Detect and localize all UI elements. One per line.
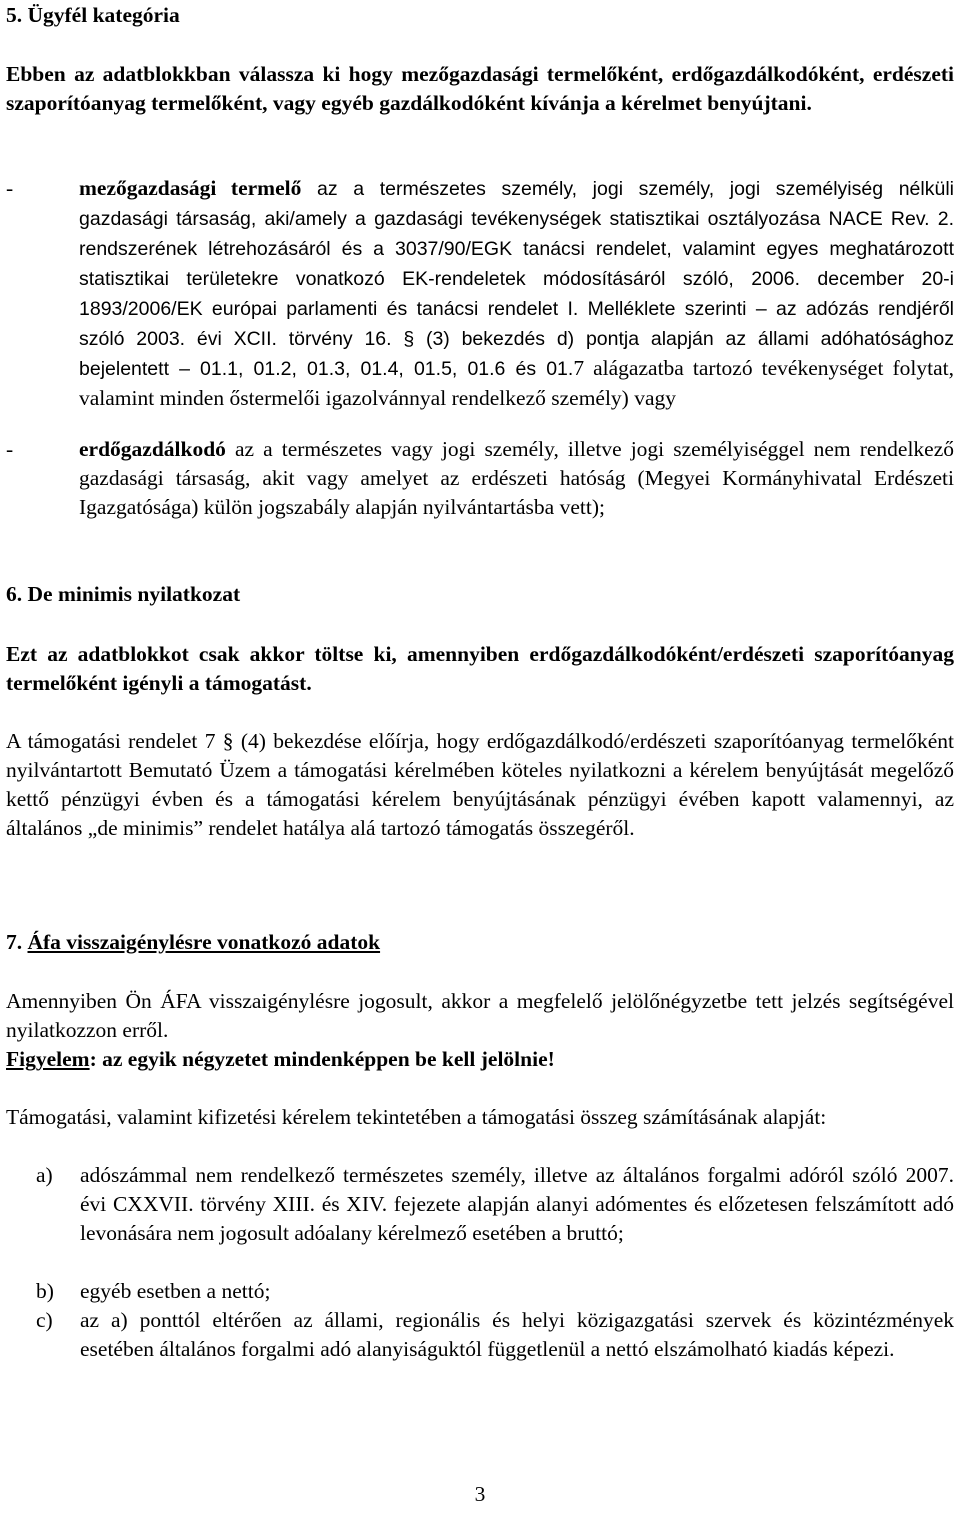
section-6-heading: 6. De minimis nyilatkozat	[6, 582, 241, 606]
list-text: egyéb esetben a nettó;	[80, 1279, 271, 1303]
section-6-body: A támogatási rendelet 7 § (4) bekezdése előírja, hogy erdőgazdálkodó/erdészeti szaporítóanyag termelőként nyilvántartott Bemutató Üzem a támogatási kérelmében köteles nyilatkozni a kérelem benyújtását megelőző kettő pénzügyi évben és a támogatási kérelem benyújtásának pénzügyi évében kapott valamennyi, az általános „de minimis” rendelet hatálya alá tartozó támogatás összegéről.	[6, 729, 954, 840]
section-6-instruction: Ezt az adatblokkot csak akkor töltse ki, amennyiben erdőgazdálkodóként/erdészeti szaporítóanyag termelőként igényli a támogatást.	[6, 642, 954, 695]
term-forester: erdőgazdálkodó	[79, 437, 226, 461]
warning-text: : az egyik négyzetet mindenképpen be kell jelölnie!	[89, 1047, 555, 1071]
definition-item-forester	[6, 435, 954, 522]
definition-farmer-tail: 7 alágazatba tartozó tevékenységet folytat, valamint minden őstermelői igazolvánnyal rendelkező személy) vagy	[79, 356, 954, 410]
section-5-intro: Ebben az adatblokkban válassza ki hogy mezőgazdasági termelőként, erdőgazdálkodóként, erdészeti szaporítóanyag termelőként, vagy egyéb gazdálkodóként kívánja a kérelmet benyújtani.	[6, 62, 954, 115]
list-label: c)	[36, 1308, 53, 1332]
page-number: 3	[474, 1482, 486, 1506]
term-farmer: mezőgazdasági termelő	[79, 176, 302, 200]
list-label: b)	[36, 1279, 54, 1303]
list-item-b	[36, 1277, 954, 1306]
section-7-title: Áfa visszaigénylésre vonatkozó adatok	[27, 930, 381, 954]
definition-farmer-text: az a természetes személy, jogi személy, jogi személyiség nélküli gazdasági társaság, aki/amely a gazdasági tevékenységek statisztikai osztályozása NACE Rev. 2. rendszerének létrehozásáról és a 3037/90/EGK tanácsi rendelet, valamint egyes meghatározott statisztikai területekre vonatkozó EK-rendeletek módosításáról szóló, 2006. december 20-i 1893/2006/EK európai parlamenti és tanácsi rendelet I. Melléklete szerinti – az adózás rendjéről szóló 2003. évi XCII. törvény 16. § (3) bekezdés d) pontja alapján az állami adóhatósághoz bejelentett – 01.1, 01.2, 01.3, 01.4, 01.5, 01.6 és 01.	[79, 178, 954, 380]
warning-line	[6, 1045, 954, 1074]
list-item-a	[36, 1161, 954, 1248]
section-7-intro: Amennyiben Ön ÁFA visszaigénylésre jogosult, akkor a megfelelő jelölőnégyzetbe tett jelzés segítségével nyilatkozzon erről.	[6, 989, 954, 1042]
section-5-heading: 5. Ügyfél kategória	[6, 3, 180, 27]
section-7-heading	[6, 928, 954, 957]
section-7-basis: Támogatási, valamint kifizetési kérelem tekintetében a támogatási összeg számításának alapját:	[6, 1105, 827, 1129]
list-label: a)	[36, 1163, 53, 1187]
definition-forester-text: az a természetes vagy jogi személy, illetve jogi személyiséggel nem rendelkező gazdasági társaság, akit vagy amelyet az erdészeti hatóság (Megyei Kormányhivatal Erdészeti Igazgatósága) külön jogszabály alapján nyilvántartásba vett);	[79, 437, 954, 519]
warning-label: Figyelem	[6, 1047, 90, 1071]
definition-item-farmer	[6, 174, 954, 413]
dash-bullet: -	[6, 176, 14, 200]
section-7-number: 7.	[6, 930, 28, 954]
list-item-c	[36, 1306, 954, 1364]
list-text: az a) ponttól eltérően az állami, regionális és helyi közigazgatási szervek és közintézmények esetében általános forgalmi adó alanyiságuktól függetlenül a nettó elszámolható kiadás képezi.	[80, 1308, 954, 1361]
list-text: adószámmal nem rendelkező természetes személy, illetve az általános forgalmi adóról szóló 2007. évi CXXVII. törvény XIII. és XIV. fejezete alapján alanyi adómentes és előzetesen felszámított adó levonására nem jogosult adóalany kérelmező esetében a bruttó;	[80, 1163, 954, 1245]
dash-bullet: -	[6, 437, 14, 461]
